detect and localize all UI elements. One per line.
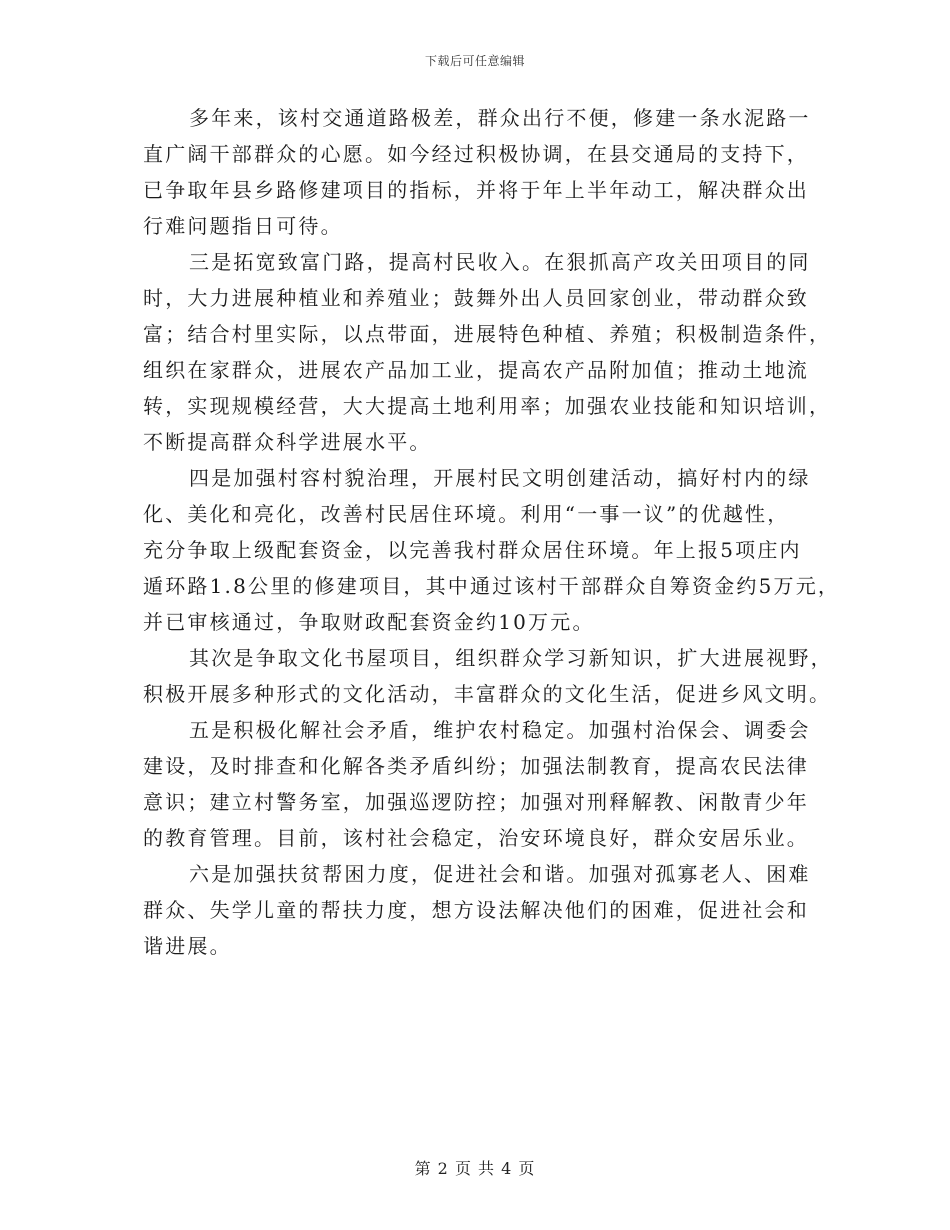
text-line: 富；结合村里实际，以点带面，进展特色种植、养殖；积极制造条件， bbox=[143, 322, 832, 346]
text-line: 意识；建立村警务室，加强巡逻防控；加强对刑释解教、闲散青少年 bbox=[143, 790, 809, 814]
text-line: 四是加强村容村貌治理，开展村民文明创建活动，搞好村内的绿 bbox=[189, 466, 811, 490]
text-line: 谐进展。 bbox=[143, 934, 232, 958]
document-body bbox=[143, 106, 841, 970]
text-line: 已争取年县乡路修建项目的指标，并将于年上半年动工，解决群众出 bbox=[143, 178, 809, 202]
text-line: 建设，及时排查和化解各类矛盾纠纷；加强法制教育，提高农民法律 bbox=[143, 754, 809, 778]
text-line: 行难问题指日可待。 bbox=[143, 214, 343, 238]
text-line: 五是积极化解社会矛盾，维护农村稳定。加强村治保会、调委会 bbox=[189, 718, 811, 742]
text-line: 并已审核通过，争取财政配套资金约10万元。 bbox=[143, 610, 595, 634]
text-line: 其次是争取文化书屋项目，组织群众学习新知识，扩大进展视野， bbox=[189, 646, 833, 670]
text-line: 充分争取上级配套资金，以完善我村群众居住环境。年上报5项庄内 bbox=[143, 538, 802, 562]
text-line: 组织在家群众，进展农产品加工业，提高农产品附加值；推动土地流 bbox=[143, 358, 809, 382]
text-line: 直广阔干部群众的心愿。如今经过积极协调，在县交通局的支持下， bbox=[143, 142, 809, 166]
text-line: 转，实现规模经营，大大提高土地利用率；加强农业技能和知识培训， bbox=[143, 394, 832, 418]
page-footer: 第 2 页 共 4 页 bbox=[414, 1159, 536, 1178]
text-line: 三是拓宽致富门路，提高村民收入。在狠抓高产攻关田项目的同 bbox=[189, 250, 811, 274]
text-line: 不断提高群众科学进展水平。 bbox=[143, 430, 432, 454]
text-line: 时，大力进展种植业和养殖业；鼓舞外出人员回家创业，带动群众致 bbox=[143, 286, 809, 310]
text-line: 的教育管理。目前，该村社会稳定，治安环境良好，群众安居乐业。 bbox=[143, 826, 809, 850]
text-line: 多年来，该村交通道路极差，群众出行不便，修建一条水泥路一 bbox=[189, 106, 811, 130]
text-line: 遁环路1.8公里的修建项目，其中通过该村干部群众自筹资金约5万元， bbox=[143, 574, 841, 598]
text-line: 六是加强扶贫帮困力度，促进社会和谐。加强对孤寡老人、困难 bbox=[189, 862, 811, 886]
text-line: 化、美化和亮化，改善村民居住环境。利用“一事一议”的优越性， bbox=[143, 502, 790, 526]
page-header: 下载后可任意编辑 bbox=[424, 54, 525, 68]
text-line: 群众、失学儿童的帮扶力度，想方设法解决他们的困难，促进社会和 bbox=[143, 898, 809, 922]
text-line: 积极开展多种形式的文化活动，丰富群众的文化生活，促进乡风文明。 bbox=[143, 682, 832, 706]
